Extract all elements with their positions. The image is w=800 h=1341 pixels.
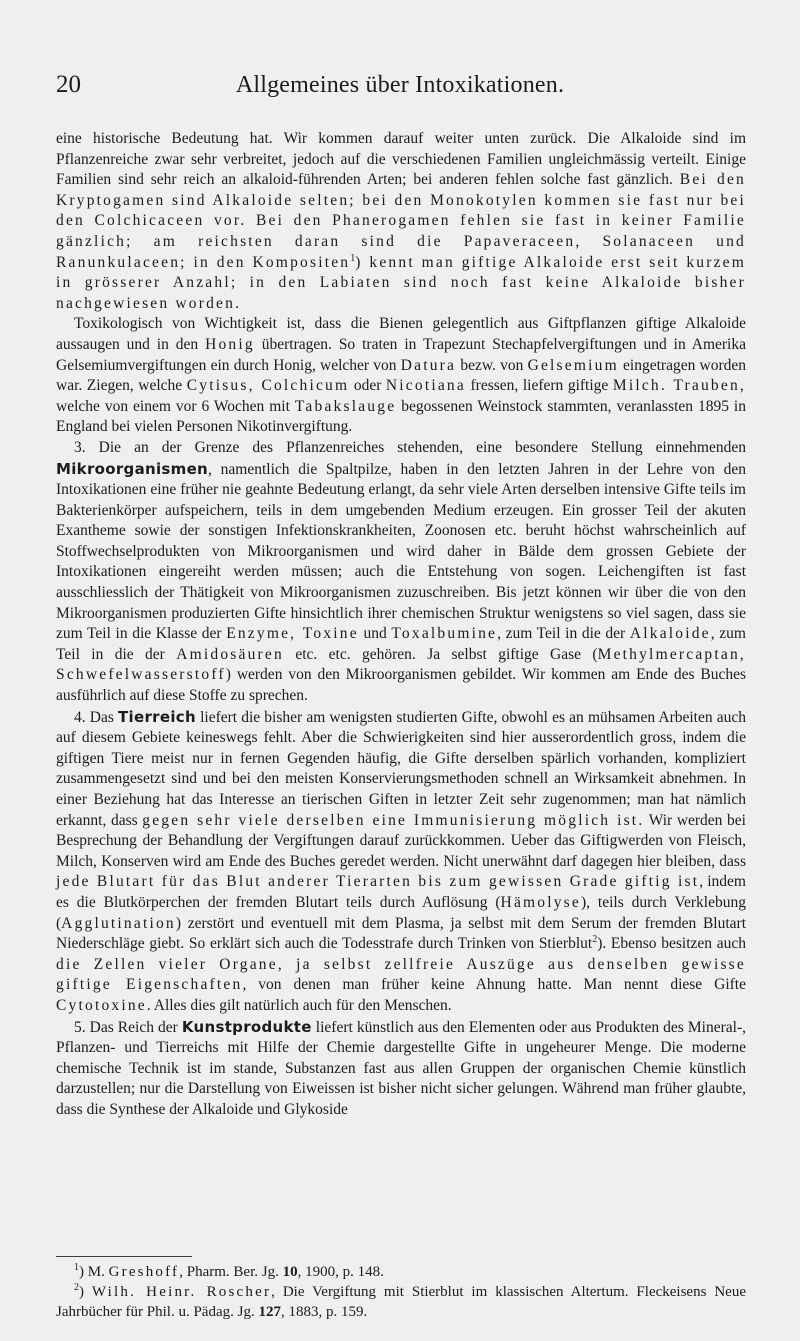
- text-run: ): [79, 1284, 92, 1300]
- spaced-term: die Zellen vieler Organe, ja selbst zellfreie Auszüge aus denselben gewisse giftige Eigenschaften: [56, 955, 746, 994]
- text-run: 4. Das: [74, 708, 119, 726]
- running-title: Allgemeines über Intoxikationen.: [235, 72, 565, 98]
- text-run: eingetragen worden war. Ziegen, welche: [56, 356, 747, 395]
- footnote-marker: 1: [350, 252, 356, 264]
- text-run: fressen, liefern giftige: [465, 377, 613, 395]
- text-run: liefert künstlich aus den Elementen oder aus Produkten des Mineral-, Pflanzen- und Tierreichs mit Hilfe der Chemie dargestellte Gifte in ungeheurer Menge. Die moderne chemische Technik ist im stande, Substanzen fast aus allen Gruppen der organischen Chemie künstlich darzustellen; nur die Darstellung von Eiweissen ist bisher nicht sicher gelungen. Während man früher glaubte, dass die Synthese der Alkaloide und Glykoside: [56, 1018, 746, 1118]
- spaced-term: jede Blutart für das Blut anderer Tierarten bis zum gewissen Grade giftig ist: [56, 873, 700, 891]
- text-run: , zum Teil in die der: [56, 625, 746, 663]
- text-run: , namentlich die Spaltpilze, haben in den letzten Jahren in der Lehre von den Intoxikationen eine früher nie geahnte Bedeutung erlangt, da sehr viele Arten derselben intensive Gifte teils im Bakterienkörper aufspeichern, teils in dem umgebenden Medium erzeugen. Ein grosser Teil der akuten Exantheme sowie der sonstigen Infektionskrankheiten, Zoonosen etc. beruht höchst wahrscheinlich auf Stoffwechselprodukten von Mikroorganismen und wird daher in Bälde dem grossen Gebiete der Intoxikationen eingereiht werden müssen; auch die Entstehung von sogen. Leichengiften ist fast ausschliesslich der Thätigkeit von Mikroorganismen zuzuschreiben. Bis jetzt können wir über die von den Mikroorganismen produzierten Gifte hinsichtlich ihrer chemischen Struktur wenigstens so viel sagen, dass sie zum Teil in die Klasse der: [56, 460, 746, 643]
- spaced-term: Amidosäuren: [176, 645, 284, 663]
- spaced-term: Milch. Trauben,: [612, 377, 746, 395]
- spaced-term: Tabakslauge: [294, 397, 397, 415]
- spaced-term: Bei den Kryptogamen sind Alkaloide selten; bei den Monokotylen kommen sie fast nur bei den Colchicaceen vor. Bei den Phanerogamen fehlen sie fast in keiner Familie gänzlich; am reichsten daran sind die Papaveraceen, Solanaceen und Ranunkulaceen; in den Kompositen: [56, 171, 746, 271]
- text-run: , Die Vergiftung mit Stierblut im klassischen Altertum. Fleckeisens Neue Jahrbücher für Phil. u. Pädag. Jg.: [56, 1284, 746, 1320]
- spaced-term: ) kennt man giftige Alkaloide erst seit kurzem in grösserer Anzahl; in den Labiaten sind noch fast keine Alkaloide bisher nachgewiesen worden.: [56, 253, 746, 312]
- footnote: [56, 1262, 746, 1282]
- text-run: 5. Das Reich der: [74, 1018, 182, 1036]
- text-run: übertragen. So traten in Trapezunt Stechapfelvergiftungen und in Amerika Gelsemiumvergiftungen ein durch Honig, welcher von: [56, 335, 746, 374]
- bold-term: Tierreich: [118, 707, 196, 726]
- text-run: 127: [258, 1304, 281, 1320]
- bold-term: Kunstprodukte: [181, 1017, 312, 1036]
- spaced-term: Gelsemium: [527, 356, 619, 374]
- footnote-marker: 2: [74, 1282, 79, 1293]
- page-header: [0, 70, 800, 110]
- text-run: Wir werden bei Besprechung der Behandlung der Vergiftungen darauf zurückkommen. Ueber das Giftigwerden von Fleisch, Milch, Konserven wird am Ende des Buches geredet werden. Nicht unerwähnt darf dagegen hier bleiben, dass: [56, 811, 746, 870]
- spaced-term: Hämolyse: [500, 893, 581, 911]
- paragraph: [56, 438, 746, 707]
- text-run: ) werden von den Mikroorganismen gebildet. Wir kommen am Ende des Buches ausführlich auf diese Stoffe zu sprechen.: [56, 666, 746, 705]
- text-run: oder: [349, 377, 386, 395]
- spaced-term: Enzyme, Toxine: [226, 625, 359, 643]
- spaced-term: Honig: [205, 335, 255, 353]
- text-run: eine historische Bedeutung hat. Wir kommen darauf weiter unten zurück. Die Alkaloide sind im Pflanzenreiche zwar sehr verbreitet, jedoch auf die verschiedenen Familien ungleichmässig verteilt. Einige Familien sind sehr reich an alkaloid-führenden Arten; bei anderen fehlen solche fast gänzlich.: [56, 130, 746, 189]
- text-run: 10: [282, 1264, 298, 1280]
- text-run: , 1900, p. 148.: [297, 1264, 384, 1280]
- text-run: ). Ebenso besitzen auch: [597, 935, 746, 953]
- footnote-marker: 1: [74, 1262, 79, 1273]
- text-run: ) zerstört und eventuell mit dem Plasma, ja selbst mit dem Serum der fremden Blutart Niederschläge giebt. So erklärt sich auch die Todesstrafe durch Trinken von Stierblut: [56, 914, 746, 953]
- text-run: ) M.: [79, 1264, 109, 1280]
- spaced-term: Wilh. Heinr. Roscher: [91, 1284, 272, 1300]
- spaced-term: Toxalbumine: [391, 625, 498, 643]
- spaced-term: Methylmercaptan, Schwefelwasserstoff: [56, 645, 746, 684]
- spaced-term: Greshoff: [108, 1264, 180, 1280]
- text-run: und: [358, 625, 392, 643]
- paragraph: [56, 1017, 746, 1121]
- page-number: 20: [56, 71, 81, 98]
- text-run: welche von einem vor 6 Wochen mit: [56, 397, 295, 415]
- spaced-term: Agglutination: [61, 914, 176, 932]
- spaced-term: Cytotoxine: [56, 996, 147, 1014]
- spaced-term: Nicotiana: [385, 377, 466, 395]
- text-run: begossenen Weinstock stammten, veranlassten 1895 in England bei vielen Personen Nikotinvergiftung.: [56, 397, 746, 436]
- text-run: , von denen man früher keine Ahnung hatte. Man nennt diese Gifte: [242, 976, 746, 994]
- spaced-term: gegen sehr viele derselben eine Immunisierung möglich ist.: [142, 811, 645, 829]
- text-run: , zum Teil in die der: [497, 625, 630, 643]
- text-run: etc. etc. gehören. Ja selbst giftige Gase (: [283, 645, 598, 663]
- text-run: , indem es die Blutkörperchen der fremden Blutart teils durch Auflösung (: [56, 873, 746, 911]
- paragraph: [56, 314, 746, 438]
- paragraph: [56, 129, 746, 314]
- text-run: 3. Die an der Grenze des Pflanzenreiches stehenden, eine besondere Stellung einnehmenden: [74, 438, 746, 456]
- text-run: bezw. von: [456, 356, 528, 374]
- paragraph: [56, 707, 746, 1017]
- text-run: . Alles dies gilt natürlich auch für den Menschen.: [146, 996, 452, 1014]
- bold-term: Mikroorganismen: [56, 459, 209, 478]
- spaced-term: Datura: [400, 356, 457, 374]
- footnote-marker: 2: [592, 934, 598, 945]
- body-text: [56, 129, 746, 1121]
- spaced-term: Alkaloide: [629, 625, 711, 643]
- spaced-term: Cytisus, Colchicum: [186, 377, 350, 395]
- text-run: , Pharm. Ber. Jg.: [179, 1264, 283, 1280]
- footnote: [56, 1282, 746, 1322]
- text-run: liefert die bisher am wenigsten studierten Gifte, obwohl es an mühsamen Arbeiten auch auf diesem Gebiete keineswegs fehlt. Aber die Schwierigkeiten sind hier ausserordentlich gross, indem die giftigen Tiere meist nur in fernen Gegenden häufig, die Gifte derselben spärlich vorhanden, kompliziert zusammengesetzt sind und bei den meisten Konservierungsmethoden schnell an Wirksamkeit abnehmen. In einer Beziehung hat das Interesse an tierischen Giften in letzter Zeit sehr zugenommen; man hat nämlich erkannt, dass: [56, 708, 746, 829]
- footnote-divider: [56, 1256, 192, 1257]
- footnotes: [56, 1262, 746, 1322]
- text-run: , 1883, p. 159.: [280, 1304, 368, 1320]
- text-run: ), teils durch Verklebung (: [56, 893, 746, 932]
- text-run: Toxikologisch von Wichtigkeit ist, dass die Bienen gelegentlich aus Giftpflanzen giftige Alkaloide aussaugen und in den: [56, 315, 746, 353]
